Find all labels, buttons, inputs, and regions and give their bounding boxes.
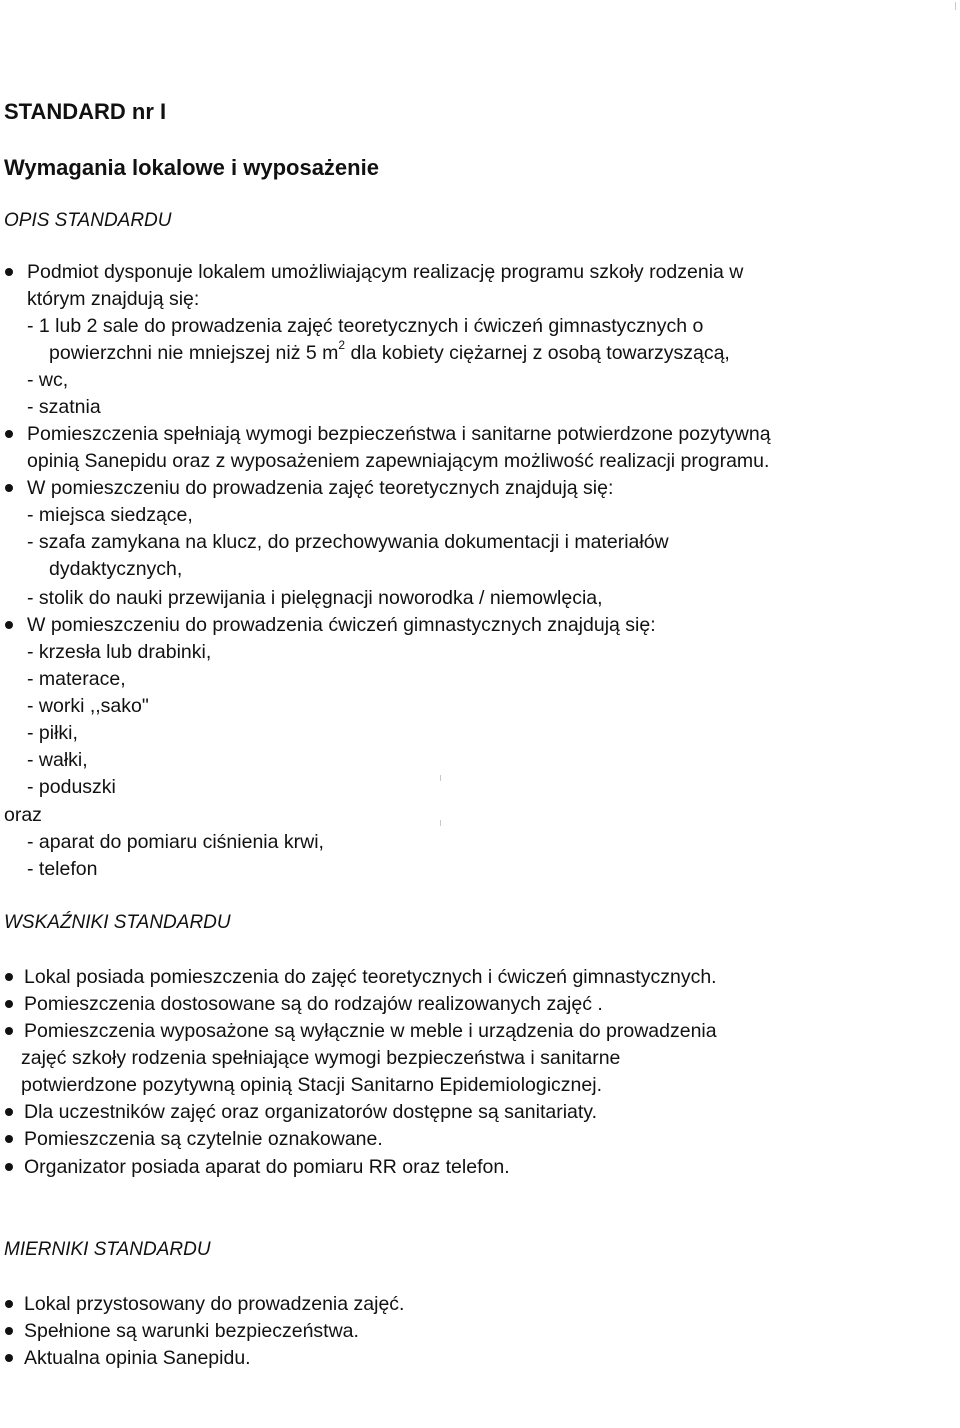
bullet-icon <box>5 1000 13 1008</box>
section-heading-opis: OPIS STANDARDU <box>4 210 172 231</box>
miernik-2: Spełnione są warunki bezpieczeństwa. <box>24 1320 359 1342</box>
document-title: STANDARD nr I <box>4 99 167 124</box>
oraz-label: oraz <box>4 804 42 826</box>
opis-bullet-3-dash-2-cont: dydaktycznych, <box>49 558 183 580</box>
bullet-icon <box>5 430 13 438</box>
opis-bullet-4-dash-4: - piłki, <box>27 722 78 744</box>
document-subtitle: Wymagania lokalowe i wyposażenie <box>4 155 379 180</box>
opis-bullet-1-dash-2: - wc, <box>27 369 69 391</box>
bullet-icon <box>5 268 13 276</box>
bullet-icon <box>5 1354 13 1362</box>
bullet-icon <box>5 1163 13 1171</box>
opis-bullet-4-dash-8: - telefon <box>27 858 98 880</box>
wskaznik-2: Pomieszczenia dostosowane są do rodzajów realizowanych zajęć . <box>24 993 603 1015</box>
bullet-icon <box>5 1108 13 1116</box>
opis-bullet-4-line-1: W pomieszczeniu do prowadzenia ćwiczeń gimnastycznych znajdują się: <box>27 614 656 636</box>
wskaznik-6: Organizator posiada aparat do pomiaru RR oraz telefon. <box>24 1156 510 1178</box>
scan-artifact <box>955 2 956 10</box>
section-heading-wskazniki: WSKAŹNIKI STANDARDU <box>4 912 231 933</box>
opis-bullet-3-dash-2: - szafa zamykana na klucz, do przechowywania dokumentacji i materiałów <box>27 531 669 553</box>
opis-bullet-3-line-1: W pomieszczeniu do prowadzenia zajęć teoretycznych znajdują się: <box>27 477 614 499</box>
opis-bullet-1-dash-3: - szatnia <box>27 396 101 418</box>
wskaznik-5: Pomieszczenia są czytelnie oznakowane. <box>24 1128 383 1150</box>
section-heading-mierniki: MIERNIKI STANDARDU <box>4 1239 211 1260</box>
bullet-icon <box>5 1300 13 1308</box>
wskaznik-3-line-1: Pomieszczenia wyposażone są wyłącznie w meble i urządzenia do prowadzenia <box>24 1020 717 1042</box>
opis-bullet-2-line-2: opinią Sanepidu oraz z wyposażeniem zapewniającym możliwość realizacji programu. <box>27 450 770 472</box>
miernik-3: Aktualna opinia Sanepidu. <box>24 1347 251 1369</box>
opis-bullet-4-dash-7: - aparat do pomiaru ciśnienia krwi, <box>27 831 324 853</box>
wskaznik-1: Lokal posiada pomieszczenia do zajęć teoretycznych i ćwiczeń gimnastycznych. <box>24 966 717 988</box>
bullet-icon <box>5 973 13 981</box>
bullet-icon <box>5 1027 13 1035</box>
opis-bullet-4-dash-1: - krzesła lub drabinki, <box>27 641 212 663</box>
opis-bullet-4-dash-3: - worki ,,sako" <box>27 695 149 717</box>
opis-bullet-2-line-1: Pomieszczenia spełniają wymogi bezpieczeństwa i sanitarne potwierdzone pozytywną <box>27 423 771 445</box>
opis-bullet-1-line-1: Podmiot dysponuje lokalem umożliwiającym realizację programu szkoły rodzenia w <box>27 261 744 283</box>
opis-bullet-1-line-2: którym znajdują się: <box>27 288 200 310</box>
opis-bullet-4-dash-5: - wałki, <box>27 749 88 771</box>
bullet-icon <box>5 1135 13 1143</box>
scan-artifact <box>440 820 441 826</box>
opis-bullet-4-dash-2: - materace, <box>27 668 126 690</box>
wskaznik-4: Dla uczestników zajęć oraz organizatorów dostępne są sanitariaty. <box>24 1101 598 1123</box>
bullet-icon <box>5 1327 13 1335</box>
wskaznik-3-line-3: potwierdzone pozytywną opinią Stacji Sanitarno Epidemiologicznej. <box>21 1074 603 1096</box>
bullet-icon <box>5 484 13 492</box>
opis-bullet-1-dash-1-cont: powierzchni nie mniejszej niż 5 $m^2$ dla kobiety ciężarnej z osobą towarzyszącą, <box>49 337 730 364</box>
wskaznik-3-line-2: zajęć szkoły rodzenia spełniające wymogi bezpieczeństwa i sanitarne <box>21 1047 621 1069</box>
superscript: 2 <box>338 337 346 352</box>
scan-artifact <box>440 775 441 781</box>
opis-bullet-3-dash-1: - miejsca siedzące, <box>27 504 193 526</box>
bullet-icon <box>5 621 13 629</box>
opis-bullet-3-dash-3: - stolik do nauki przewijania i pielęgnacji noworodka / niemowlęcia, <box>27 587 603 609</box>
opis-bullet-4-dash-6: - poduszki <box>27 776 116 798</box>
opis-bullet-1-dash-1: - 1 lub 2 sale do prowadzenia zajęć teoretycznych i ćwiczeń gimnastycznych o <box>27 315 704 337</box>
miernik-1: Lokal przystosowany do prowadzenia zajęć. <box>24 1293 405 1315</box>
